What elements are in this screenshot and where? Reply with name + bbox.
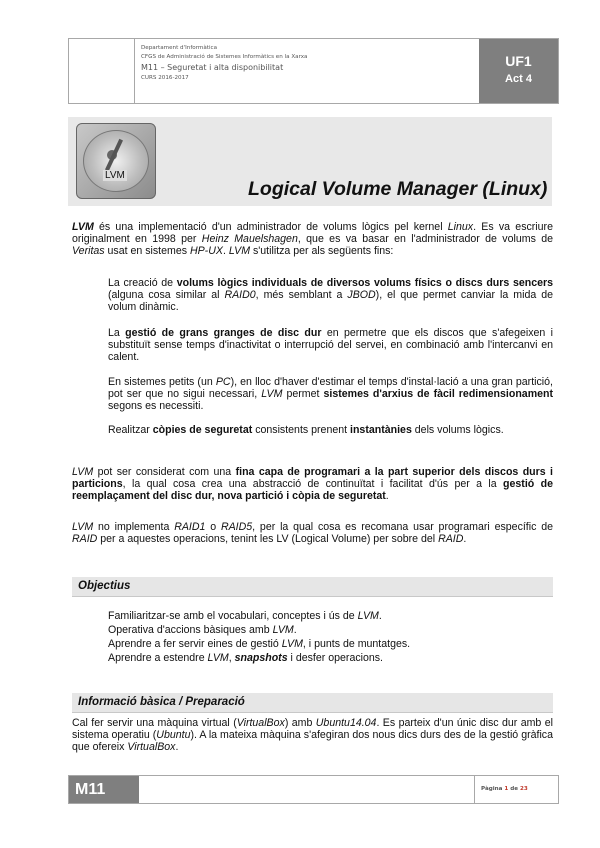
page-title: Logical Volume Manager (Linux) (248, 178, 548, 200)
raid-paragraph: LVM no implementa RAID1 o RAID5, per la qual cosa es recomana usar programari específic de RAID per a aquestes operacions, tenint les LV (Logical Volume) per sobre del RAID. (72, 521, 554, 546)
header-dept: Departament d'Informàtica (141, 45, 218, 51)
info-paragraph: Cal fer servir una màquina virtual (VirtualBox) amb Ubuntu14.04. Es parteix d'un únic disc dur amb el sistema operatiu (Ubuntu). A la mateixa màquina s'afegiran dos nous dics durs des de la gestió gràfica que ofereix VirtualBox. (72, 717, 553, 754)
intro-paragraph: LVM és una implementació d'un administrador de volums lògics pel kernel Linux. Es va escriure originalment en 1998 per Heinz Mauelshagen, que es va basar en l'administrador de volums de Veritas usat en sistemes HP-UX. LVM s'utilitza per als següents fins: (72, 221, 554, 258)
abstraction-paragraph: LVM pot ser considerat com una fina capa de programari a la part superior dels discos durs i particions, la qual cosa crea una abstracció de continuïtat i facilitat d'ús per a la gestió de reemplaçament del disc dur, nova partició i còpia de seguretat. (72, 466, 553, 503)
objective-item: Operativa d'accions bàsiques amb LVM. (108, 624, 297, 636)
header-unit-box (479, 39, 558, 103)
purpose-item: La creació de volums lògics individuals de diversos volums físics o discs durs sencers (alguna cosa similar al RAID0, més semblant a JBOD), el que permet canviar la mida de volum dinàmic. (108, 277, 553, 314)
header-activity: Act 4 (505, 73, 532, 85)
footer-spacer (139, 776, 475, 803)
purpose-item: En sistemes petits (un PC), en lloc d'haver d'estimar el temps d'instal·lació a una gran partició, pot ser que no sigui necessari, LVM permet sistemes d'arxius de fàcil redimensionament segons es necessiti. (108, 376, 553, 413)
hard-disk-icon (76, 123, 156, 199)
section-info-title: Informació bàsica / Preparació (72, 693, 553, 713)
purpose-item: La gestió de grans granges de disc dur en permetre que els discos que s'afegeixen i substituït sense temps d'inactivitat o interrupció del servei, en combinació amb l'intercanvi en calent. (108, 327, 553, 364)
footer-module: M11 (69, 776, 139, 803)
objective-item: Aprendre a fer servir eines de gestió LVM, i punts de muntatges. (108, 638, 411, 650)
page-number: Pàgina 1 de 23 (481, 786, 528, 792)
header-year: CURS 2016-2017 (141, 75, 189, 81)
page-header (68, 38, 559, 104)
header-info (141, 44, 481, 83)
disk-platter (83, 130, 149, 192)
header-course: CFGS de Administració de Sistemes Informàtics en la Xarxa (141, 54, 308, 60)
page-footer (68, 775, 559, 804)
objective-item: Familiaritzar-se amb el vocabulari, conceptes i ús de LVM. (108, 610, 382, 622)
section-objectives-title: Objectius (72, 577, 553, 597)
disk-label: LVM (105, 170, 125, 181)
purpose-item: Realitzar còpies de seguretat consistents prenent instantànies dels volums lògics. (108, 424, 504, 436)
header-logo-cell (69, 39, 135, 103)
header-unit: UF1 (505, 53, 532, 69)
objective-item: Aprendre a estendre LVM, snapshots i desfer operacions. (108, 652, 384, 664)
header-module: M11 – Seguretat i alta disponibilitat (141, 63, 284, 72)
